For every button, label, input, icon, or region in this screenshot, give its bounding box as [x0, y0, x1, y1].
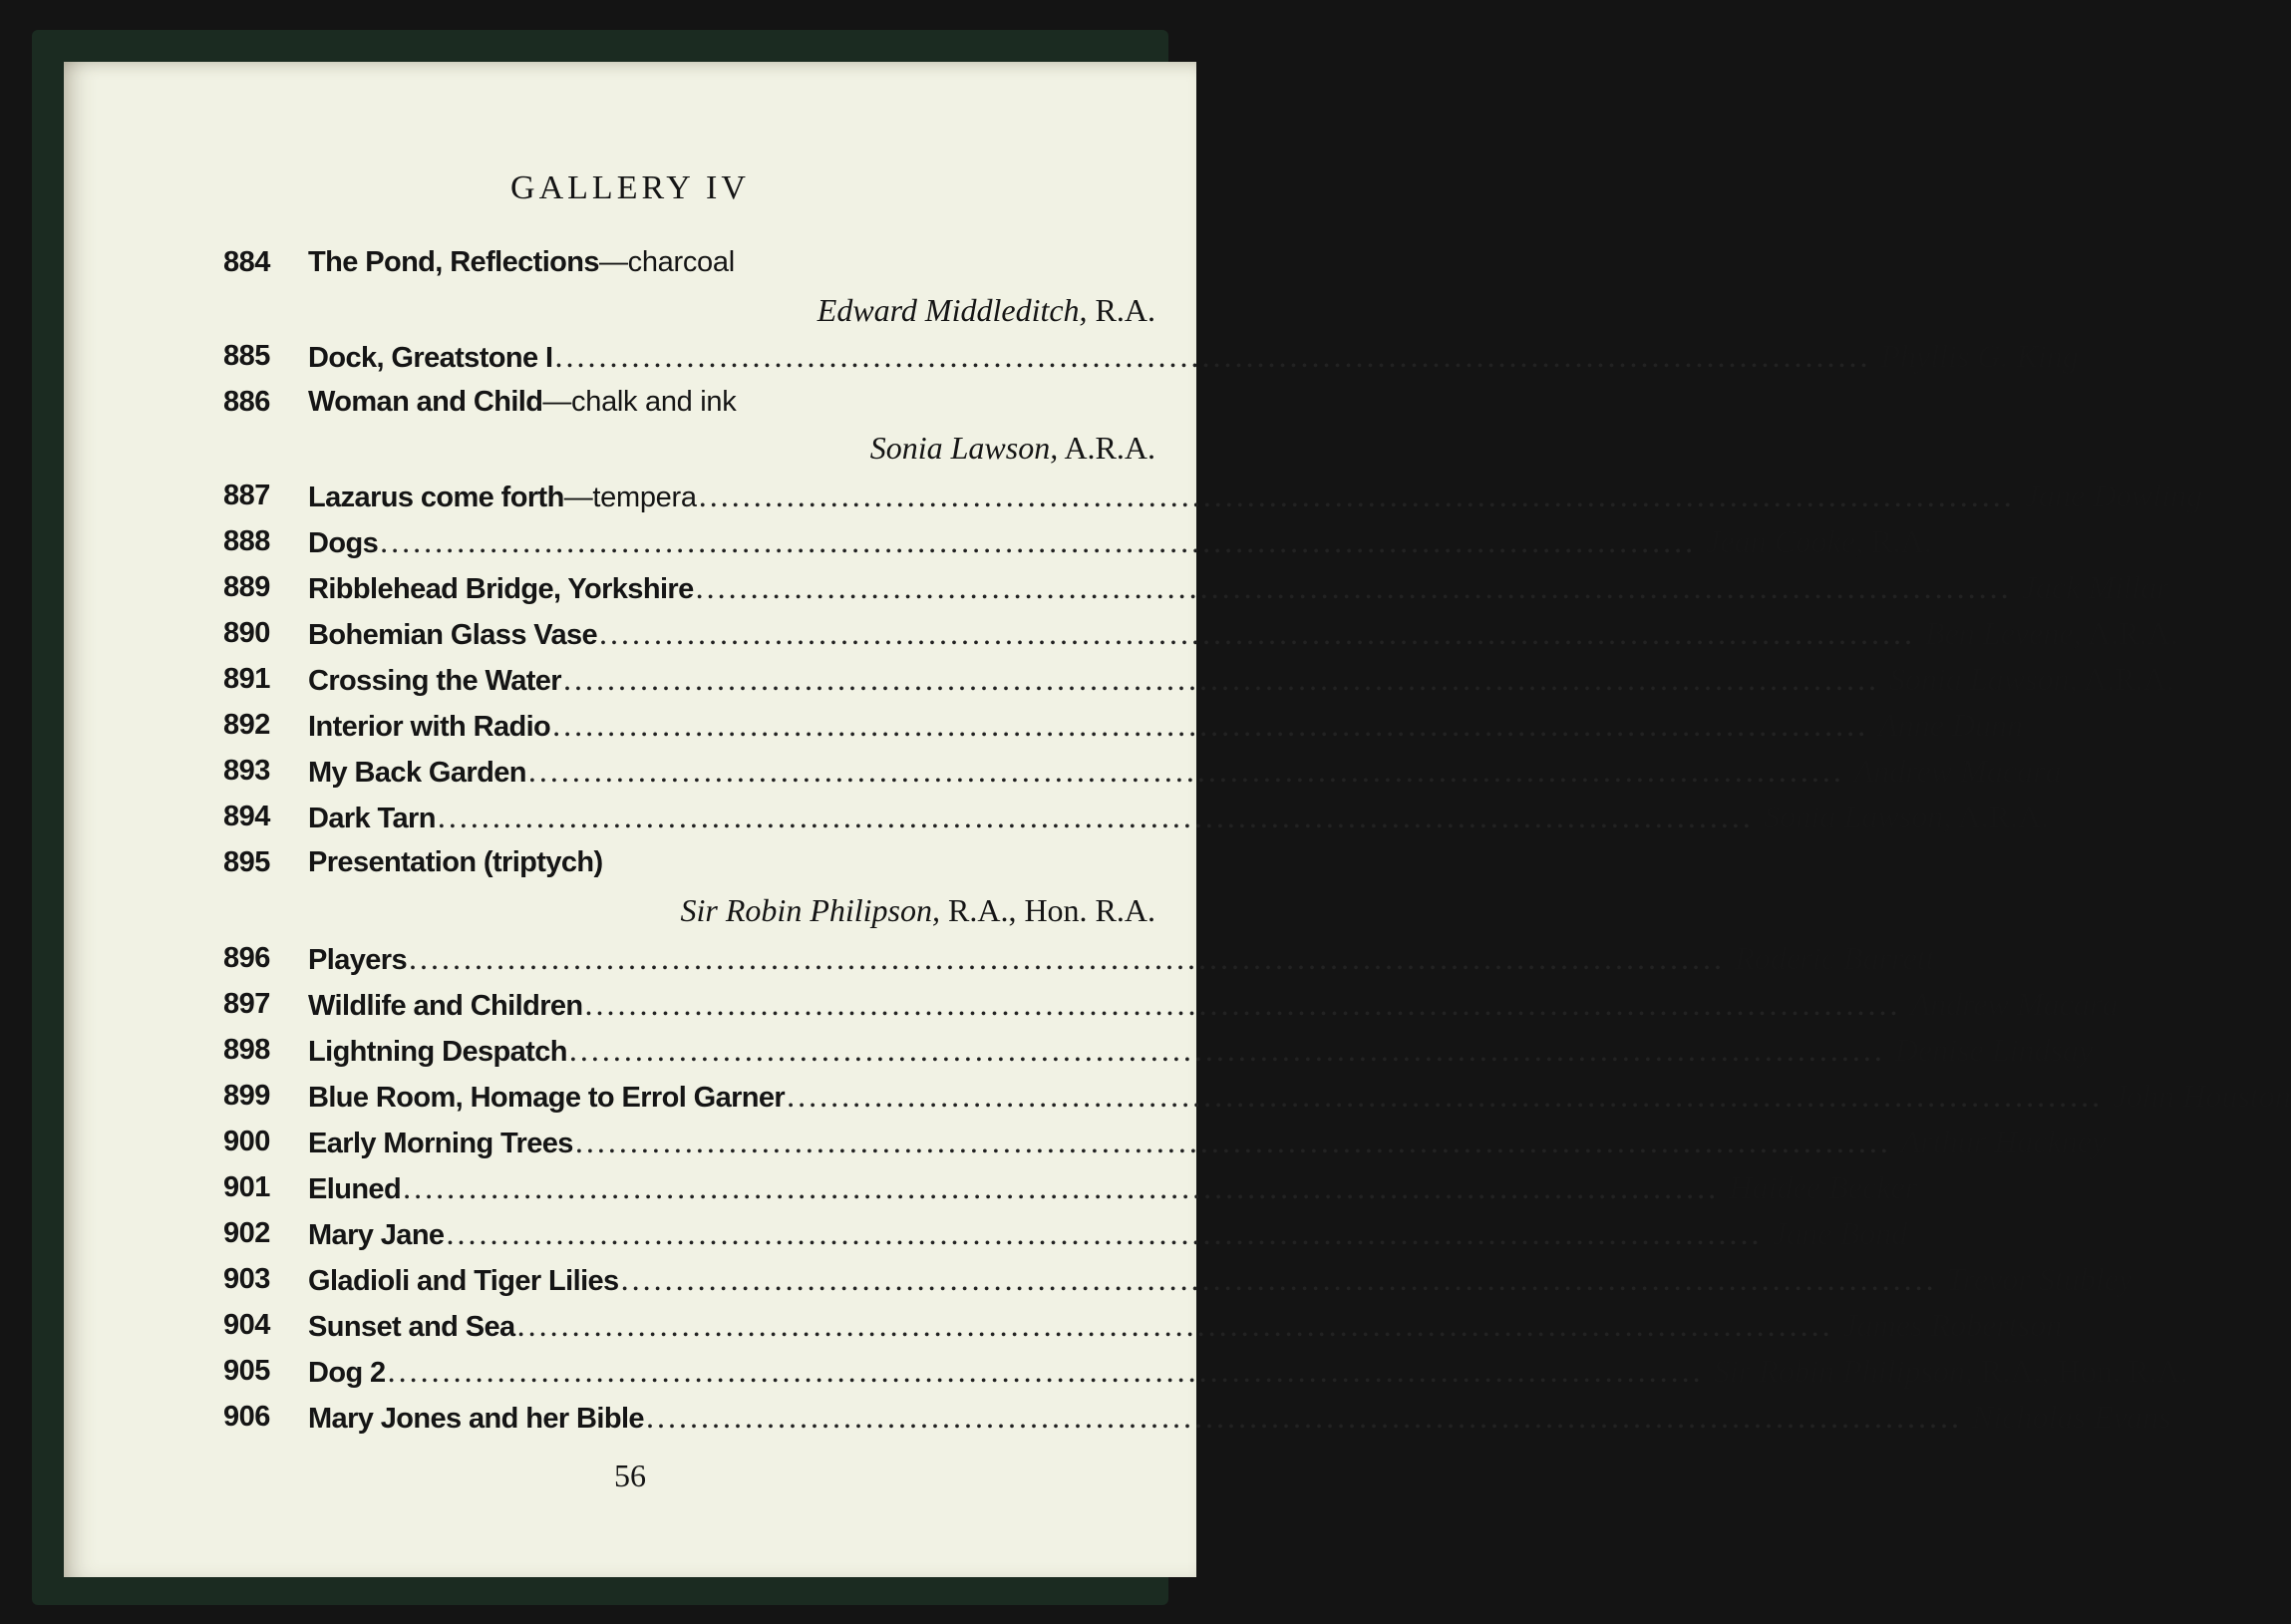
catalogue-entry — [223, 610, 2179, 656]
entry-artist — [1911, 981, 2119, 1027]
catalogue-entry — [223, 1256, 2132, 1302]
entry-number: 903 — [223, 1263, 270, 1295]
entry-artist — [1735, 935, 1935, 981]
artist-name: Jack Millar — [2021, 569, 2170, 605]
entry-title: Bohemian Glass Vase — [308, 619, 598, 651]
entry-artist — [1947, 1256, 2132, 1302]
entry-artist — [1772, 1210, 1907, 1256]
dot-leader: ........................................................................................................................ — [527, 753, 1844, 789]
entry-number: 887 — [223, 480, 270, 511]
entry-medium: —charcoal — [598, 246, 735, 278]
artist-name: Andrew Macara — [1853, 753, 2062, 789]
artist-name: Nicholas Evans — [1971, 1399, 2171, 1435]
artist-name: John Houston — [2113, 1078, 2291, 1114]
catalogue-entry — [223, 981, 2119, 1027]
entry-title: Ribblehead Bridge, Yorkshire — [308, 573, 694, 605]
entry-artist — [1706, 518, 1932, 564]
entry-title: Presentation (triptych) — [308, 846, 603, 878]
catalogue-entry — [223, 748, 2062, 794]
catalogue-entry — [223, 1348, 2189, 1394]
artist-name: Sir Robin Philipson, — [1713, 1353, 1974, 1389]
entry-title: Blue Room, Homage to Errol Garner — [308, 1082, 786, 1114]
entry-artist — [2025, 473, 2203, 518]
entry-number: 905 — [223, 1355, 270, 1387]
dot-leader: ........................................................................................................................ — [552, 707, 1869, 743]
dot-leader: ........................................................................................................................ — [437, 799, 1754, 834]
dot-leader: ........................................................................................................................ — [695, 569, 2012, 605]
entry-number: 884 — [223, 246, 270, 278]
artist-name: Andrew Macara — [1910, 986, 2119, 1022]
entry-artist — [1889, 656, 2174, 702]
artist-name: Arthur Hackney — [1900, 1124, 2107, 1159]
entry-artist — [223, 425, 1155, 471]
entry-artist — [1764, 794, 2049, 839]
entry-artist — [1729, 1164, 1917, 1210]
entry-medium: —tempera — [563, 482, 697, 513]
artist-name: Jean Cooke, — [1706, 523, 1864, 559]
dot-leader: ........................................................................................................................ — [409, 940, 1725, 976]
entry-artist — [223, 887, 1155, 933]
catalogue-entry — [223, 1394, 2171, 1440]
artist-name: Phyllis G. King — [1880, 338, 2079, 374]
entry-title: Wildlife and Children — [308, 990, 583, 1022]
artist-name: Sonia Lawson, — [869, 430, 1059, 466]
catalogue-entry — [223, 1119, 2107, 1164]
dot-leader: ........................................................................................................................ — [554, 338, 1871, 374]
entry-title: Lazarus come forth — [308, 482, 564, 513]
entry-title: Dog 2 — [308, 1357, 386, 1389]
dot-leader: ........................................................................................................................ — [787, 1078, 2104, 1114]
catalogue-entry — [223, 379, 1155, 425]
catalogue-entry — [223, 333, 2079, 379]
dot-leader: ........................................................................................................................ — [403, 1169, 1720, 1205]
catalogue-entry — [223, 1027, 2094, 1073]
entry-title: Dark Tarn — [308, 803, 436, 834]
catalogue-entry — [223, 1164, 1918, 1210]
entry-title: Gladioli and Tiger Lilies — [308, 1265, 619, 1297]
entry-artist — [2022, 564, 2169, 610]
catalogue-entry — [223, 1210, 1908, 1256]
catalogue-entry — [223, 1073, 2291, 1119]
entry-title: My Back Garden — [308, 757, 526, 789]
entry-artist — [1895, 1027, 2093, 1073]
entry-number: 906 — [223, 1401, 270, 1433]
entry-title: The Pond, Reflections — [308, 246, 599, 278]
entry-number: 901 — [223, 1171, 270, 1203]
dot-leader: ........................................................................................................................ — [620, 1261, 1937, 1297]
entry-number: 898 — [223, 1034, 270, 1066]
catalogue-entry — [223, 564, 2170, 610]
entry-artist — [1878, 702, 2023, 748]
entry-number: 902 — [223, 1217, 270, 1249]
entry-number: 904 — [223, 1309, 270, 1341]
artist-name: Haidee Becker — [1729, 1169, 1918, 1205]
entry-number: 886 — [223, 386, 270, 418]
dot-leader: ........................................................................................................................ — [599, 615, 1916, 651]
catalogue-entry — [223, 794, 2050, 839]
artist-name: Edward Middleditch, — [817, 292, 1088, 328]
artist-honours: A.R.A. — [1058, 430, 1155, 466]
page-number: 56 — [614, 1458, 646, 1493]
dot-leader: ........................................................................................................................ — [446, 1215, 1763, 1251]
catalogue-entry — [223, 935, 1935, 981]
artist-honours: A.R.A. — [2077, 661, 2175, 697]
dot-leader: ........................................................................................................................ — [380, 523, 1697, 559]
dot-leader: ........................................................................................................................ — [516, 1307, 1833, 1343]
catalogue-entry — [223, 518, 1932, 564]
catalogue-page — [64, 62, 2291, 1577]
entry-artist — [1843, 1302, 2063, 1348]
artist-honours: R.A., Hon. R.A. — [1973, 1353, 2189, 1389]
entry-title: Mary Jones and her Bible — [308, 1403, 644, 1435]
entry-artist — [1901, 1119, 2106, 1164]
artist-honours: A.R.A. — [2081, 615, 2179, 651]
dot-leader: ........................................................................................................................ — [387, 1353, 1704, 1389]
entry-title: Crossing the Water — [308, 665, 561, 697]
artist-honours: R.A., Hon. R.A. — [939, 892, 1155, 928]
artist-name: Sonia Lawson, — [1763, 799, 1952, 834]
entry-number: 890 — [223, 617, 270, 649]
dot-leader: ........................................................................................................................ — [568, 1032, 1885, 1068]
catalogue-entry — [223, 239, 1155, 285]
artist-name: Jane Dowling — [2024, 478, 2203, 513]
entry-title: Dogs — [308, 527, 379, 559]
artist-name: Sir Robin Philipson, — [680, 892, 940, 928]
entry-number: 899 — [223, 1080, 270, 1112]
entry-artist — [1880, 333, 2078, 379]
artist-name: Denise Lindsay — [1894, 1032, 2094, 1068]
entry-artist — [1714, 1348, 2188, 1394]
catalogue-entry — [223, 702, 2024, 748]
entry-number: 885 — [223, 340, 270, 372]
artist-name: Anne Dunn — [1878, 707, 2024, 743]
entry-artist — [2113, 1073, 2291, 1119]
artist-name: James Robertson — [1842, 1307, 2063, 1343]
entry-number: 893 — [223, 755, 270, 787]
catalogue-entry — [223, 656, 2175, 702]
dot-leader: ........................................................................................................................ — [563, 661, 1879, 697]
catalogue-entry — [223, 1302, 2063, 1348]
entry-title: Dock, Greatstone I — [308, 342, 553, 374]
dot-leader: ........................................................................................................................ — [698, 478, 2015, 513]
entry-title: Mary Jane — [308, 1219, 445, 1251]
entry-number: 892 — [223, 709, 270, 741]
entry-number: 891 — [223, 663, 270, 695]
artist-honours: A.R.A. — [1951, 799, 2050, 834]
entry-number: 896 — [223, 942, 270, 974]
entry-number: 894 — [223, 801, 270, 832]
entry-title: Interior with Radio — [308, 711, 551, 743]
entry-title: Sunset and Sea — [308, 1311, 515, 1343]
entry-artist — [223, 287, 1155, 333]
artist-honours: R.A. — [1087, 292, 1155, 328]
entry-number: 889 — [223, 571, 270, 603]
entry-title: Early Morning Trees — [308, 1128, 573, 1159]
dot-leader: ........................................................................................................................ — [645, 1399, 1962, 1435]
entry-artist — [1925, 610, 2178, 656]
entry-title: Eluned — [308, 1173, 402, 1205]
artist-name: Roderic Barrett — [1735, 940, 1935, 976]
dot-leader: ........................................................................................................................ — [584, 986, 1901, 1022]
entry-artist — [1972, 1394, 2171, 1440]
entry-number: 900 — [223, 1126, 270, 1157]
entry-number: 888 — [223, 525, 270, 557]
gallery-heading: GALLERY IV — [510, 169, 750, 206]
dot-leader: ........................................................................................................................ — [574, 1124, 1891, 1159]
artist-name: Trevor Stubley — [1946, 1261, 2132, 1297]
entry-title: Lightning Despatch — [308, 1036, 567, 1068]
artist-name: Jane Bond — [1772, 1215, 1908, 1251]
entry-artist — [1854, 748, 2062, 794]
artist-honours: R.A. — [1863, 523, 1932, 559]
artist-name: Ben Levene, — [1925, 615, 2082, 651]
entry-title: Players — [308, 944, 407, 976]
catalogue-entry — [223, 839, 1155, 885]
entry-medium: —chalk and ink — [542, 386, 737, 418]
entry-number: 895 — [223, 846, 270, 878]
artist-name: Sonia Lawson, — [1889, 661, 2078, 697]
entry-title: Woman and Child — [308, 386, 543, 418]
entry-number: 897 — [223, 988, 270, 1020]
catalogue-entry — [223, 473, 2203, 518]
